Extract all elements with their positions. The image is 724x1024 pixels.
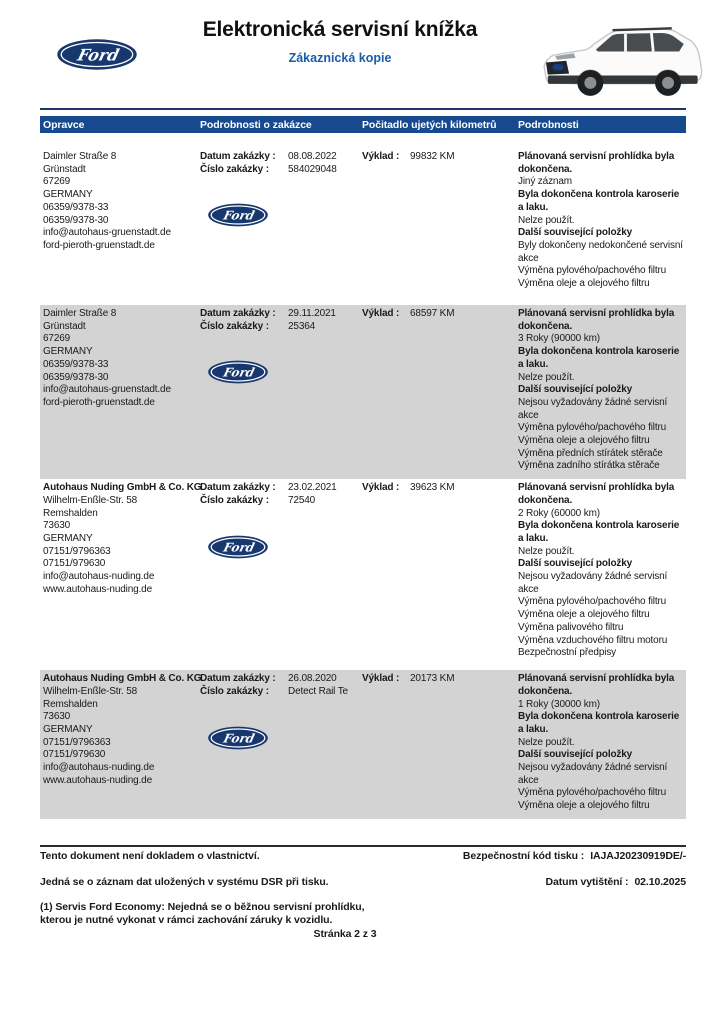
repairer-address-line: 73630 [43,520,71,532]
ford-logo-text: Ford [222,540,256,554]
repairer-address-line: 07151/979630 [43,749,106,761]
repairer-cell [40,151,197,299]
order-date-value: 26.08.2020 [288,673,337,685]
order-number-value: 25364 [288,320,316,332]
repairer-address-line: 07151/9796363 [43,736,111,748]
repairer-address-line: Remshalden [43,507,98,519]
order-number-value: 72540 [288,494,316,506]
details-cell [515,151,686,299]
repairer-address-line: info@autohaus-nuding.de [43,762,155,774]
repairer-address-line: ford-pieroth-gruenstadt.de [43,396,155,408]
footer-print-date [40,876,686,888]
ford-logo-text: Ford [222,208,256,223]
print-date-label: Datum vytištění : [545,876,629,888]
ford-logo-text: Ford [222,731,256,745]
repairer-address-line: info@autohaus-gruenstadt.de [43,384,171,396]
order-date-value: 29.11.2021 [288,308,336,319]
service-detail-line: Nejsou vyžadovány žádné servisní akce [518,762,668,786]
service-detail-line: Nelze použít. [518,736,575,748]
service-detail-line: Nelze použít. [518,214,575,226]
order-number-label: Číslo zakázky : [200,685,269,697]
service-detail-line: Byla dokončena kontrola karoserie a laku. [518,711,680,735]
repairer-address-line: 07151/979630 [43,558,106,570]
ford-logo [208,203,268,227]
service-detail-line: Výměna předních stírátek stěrače [518,447,663,459]
service-detail-line: Výměna zadního stírátka stěrače [518,460,660,472]
repairer-address-line: 06359/9378-33 [43,201,109,213]
service-detail-line: Nejsou vyžadovány žádné servisní akce [518,571,668,595]
odometer-label: Výklad : [362,308,400,319]
service-detail-line: Výměna oleje a olejového filtru [518,435,650,447]
service-detail-line: Bezpečnostní předpisy [518,647,617,659]
security-code-label: Bezpečnostní kód tisku : [462,850,585,862]
order-number-label: Číslo zakázky : [200,494,269,506]
document-title: Elektronická servisní knížka [202,18,478,41]
repairer-address-line: info@autohaus-nuding.de [43,571,155,583]
service-detail-line: Další související položky [518,558,633,570]
page-number: Stránka 2 z 3 [313,928,377,940]
repairer-address-line: 67269 [43,176,71,188]
order-cell [197,151,359,299]
service-detail-line: Plánovaná servisní prohlídka byla dokončena. [518,151,675,175]
odometer-label: Výklad : [362,151,400,162]
repairer-address-line: info@autohaus-gruenstadt.de [43,227,171,239]
ford-logo [208,535,268,559]
table-top-divider [40,108,686,110]
repairer-address-line: Daimler Straße 8 [43,308,117,319]
service-detail-line: Výměna pylového/pachového filtru [518,265,667,277]
service-detail-line: Plánovaná servisní prohlídka byla dokončena. [518,673,675,697]
repairer-address-line: 73630 [43,711,71,723]
repairer-address-line: Grünstadt [43,320,86,332]
repairer-address-line: 06359/9378-30 [43,214,109,226]
order-date-value: 08.08.2022 [288,151,337,162]
service-record [40,148,686,305]
ford-logo [208,726,268,750]
document-titles [150,18,530,65]
service-record [40,305,686,479]
security-code-value: IAJAJ20230919DE/- [590,850,686,862]
service-detail-line: Další související položky [518,749,633,761]
odometer-value: 68597 KM [410,308,455,319]
order-date-label: Datum zakázky : [200,482,276,494]
repairer-name: Autohaus Nuding GmbH & Co. KG [43,482,202,494]
repairer-address-line: Wilhelm-Enßle-Str. 58 [43,494,138,506]
service-detail-line: Byla dokončena kontrola karoserie a laku. [518,189,680,213]
vehicle-image [533,10,718,104]
details-cell [515,673,686,813]
repairer-address-line: Remshalden [43,698,98,710]
ford-logo-text: Ford [75,45,122,65]
repairer-address-line: 07151/9796363 [43,545,111,557]
order-cell [197,308,359,473]
footer-note-economy-line1: (1) Servis Ford Economy: Nejedná se o běžnou servisní prohlídku, [40,901,365,913]
service-detail-line: Výměna palivového filtru [518,621,624,633]
details-cell [515,308,686,473]
service-detail-line: Nejsou vyžadovány žádné servisní akce [518,396,668,421]
order-number-value: 584029048 [288,163,337,175]
repairer-address-line: 06359/9378-33 [43,358,109,370]
odometer-cell [359,673,515,813]
repairer-address-line: GERMANY [43,189,93,201]
odometer-cell [359,308,515,473]
repairer-address-line: GERMANY [43,532,93,544]
repairer-address-line: 67269 [43,333,71,345]
footer-security-code [40,850,686,862]
service-detail-line: Nelze použít. [518,371,575,383]
repairer-address-line: 06359/9378-30 [43,371,109,383]
service-detail-line: Výměna pylového/pachového filtru [518,596,667,608]
document-subtitle: Zákaznická kopie [288,51,392,65]
footer-divider [40,845,686,847]
car-badge [552,64,563,70]
order-cell [197,673,359,813]
column-header-repairer: Opravce [43,118,85,131]
repairer-address-line: www.autohaus-nuding.de [43,774,152,786]
service-detail-line: Byly dokončeny nedokončené servisní akce [518,239,683,264]
service-detail-line: Nelze použít. [518,545,575,557]
ford-logo [208,360,268,384]
service-record [40,479,686,670]
order-number-label: Číslo zakázky : [200,163,269,175]
repairer-address-line: Grünstadt [43,163,86,175]
repairer-cell [40,308,197,473]
service-detail-line: Výměna pylového/pachového filtru [518,422,667,434]
odometer-value: 99832 KM [410,151,455,162]
repairer-address [43,151,195,253]
order-number-label: Číslo zakázky : [200,320,269,332]
records-list [40,134,686,819]
print-date-value: 02.10.2025 [634,876,686,888]
details-cell [515,482,686,664]
ford-logo [57,36,137,73]
odometer-label: Výklad : [362,673,400,685]
order-date-label: Datum zakázky : [200,151,276,162]
repairer-address-line: Daimler Straße 8 [43,151,117,162]
order-number-value: Detect Rail Te [288,685,348,697]
repairer-address-line: Wilhelm-Enßle-Str. 58 [43,685,138,697]
ford-logo-text: Ford [222,365,256,380]
footer-note-dsr: Jedná se o záznam dat uložených v systému DSR při tisku. [40,876,329,888]
repairer-cell [40,673,202,813]
service-detail-line: 2 Roky (60000 km) [518,507,600,519]
service-detail-line: Byla dokončena kontrola karoserie a laku. [518,520,680,544]
odometer-value: 39623 KM [410,482,455,494]
service-detail-line: Výměna oleje a olejového filtru [518,609,650,621]
order-date-label: Datum zakázky : [200,673,276,685]
service-detail-line: Byla dokončena kontrola karoserie a laku. [518,346,680,370]
column-header-odometer: Počitadlo ujetých kilometrů [362,118,497,131]
service-detail-line: Jiný záznam [518,176,572,188]
footer-note-economy-line2: kterou je nutné vykonat v rámci zachování záruky k vozidlu. [40,914,333,926]
service-detail-line: Plánovaná servisní prohlídka byla dokončena. [518,482,675,506]
column-header-details: Podrobnosti [518,118,579,131]
order-cell [197,482,359,664]
repairer-address [43,686,195,788]
order-date-label: Datum zakázky : [200,308,276,319]
service-detail-line: 3 Roky (90000 km) [518,333,600,345]
odometer-cell [359,151,515,299]
service-detail-line: Další související položky [518,384,633,396]
service-detail-line: Výměna vzduchového filtru motoru [518,634,668,646]
service-detail-line: Výměna oleje a olejového filtru [518,800,650,812]
repairer-address [43,308,195,410]
order-date-value: 23.02.2021 [288,482,337,494]
odometer-label: Výklad : [362,482,400,494]
repairer-address-line: GERMANY [43,346,93,358]
repairer-address-line: GERMANY [43,723,93,735]
repairer-address-line: ford-pieroth-gruenstadt.de [43,239,155,251]
repairer-cell [40,482,202,664]
service-detail-line: Výměna pylového/pachového filtru [518,787,667,799]
service-detail-line: Plánovaná servisní prohlídka byla dokončena. [518,308,675,332]
odometer-value: 20173 KM [410,673,455,685]
repairer-name: Autohaus Nuding GmbH & Co. KG [43,673,202,685]
service-detail-line: Další související položky [518,227,633,239]
column-header-order-details: Podrobnosti o zakázce [200,118,312,131]
odometer-cell [359,482,515,664]
service-record [40,670,686,819]
service-detail-line: Výměna oleje a olejového filtru [518,278,650,290]
table-header-row [40,116,686,133]
service-detail-line: 1 Roky (30000 km) [518,698,600,710]
repairer-address-line: www.autohaus-nuding.de [43,583,152,595]
repairer-address [43,495,195,597]
footer-note-ownership: Tento dokument není dokladem o vlastnictví. [40,850,260,862]
